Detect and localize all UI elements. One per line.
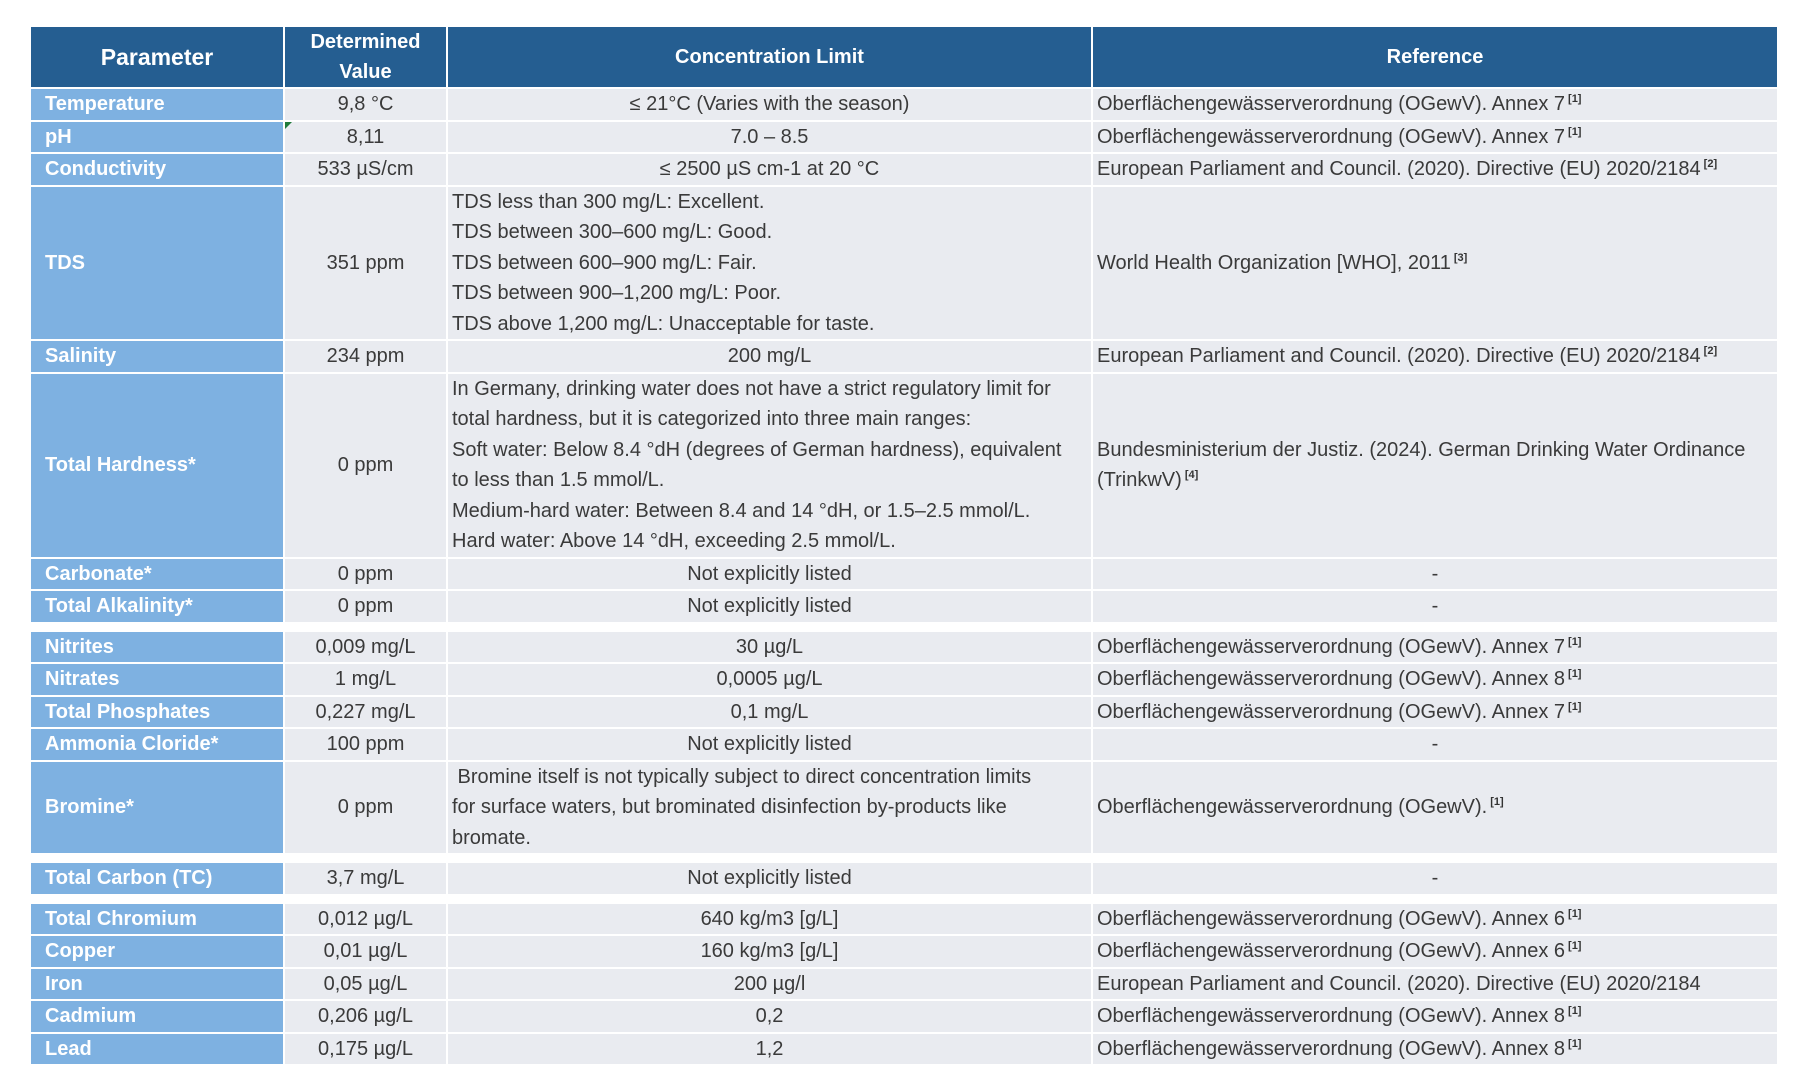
determined-value-cell — [284, 968, 447, 1001]
citation-marker: [4] — [1184, 469, 1199, 482]
table-row — [30, 935, 1778, 968]
determined-value: 100 ppm — [326, 733, 405, 755]
concentration-limit-cell — [447, 121, 1092, 154]
determined-value-cell — [284, 862, 447, 895]
concentration-limit-cell — [447, 373, 1092, 558]
section-spacer-cell — [30, 895, 1778, 903]
table-row — [30, 373, 1778, 558]
reference-text: - — [1431, 595, 1439, 617]
determined-value-cell — [284, 558, 447, 591]
determined-value: 0 ppm — [337, 796, 394, 818]
determined-value-cell — [284, 696, 447, 729]
table-row — [30, 340, 1778, 373]
parameter-name: Temperature — [45, 93, 165, 115]
reference-cell — [1092, 862, 1778, 895]
header-determined-value: Determined Value — [284, 26, 447, 88]
comment-indicator-icon — [285, 122, 292, 129]
reference-cell — [1092, 186, 1778, 341]
table-row — [30, 696, 1778, 729]
parameter-cell — [30, 935, 284, 968]
reference-text: Oberflächengewässerverordnung (OGewV). Annex 8 — [1097, 1005, 1566, 1027]
parameter-name: Nitrates — [45, 668, 120, 690]
concentration-limit-line: TDS less than 300 mg/L: Excellent. — [452, 190, 765, 213]
determined-value: 0 ppm — [337, 595, 394, 617]
parameter-cell — [30, 663, 284, 696]
concentration-limit-cell — [447, 340, 1092, 373]
parameter-name: Total Hardness* — [45, 453, 196, 476]
parameter-name: Nitrites — [45, 635, 114, 658]
parameter-name: Salinity — [45, 345, 117, 367]
concentration-limit-line: to less than 1.5 mmol/L. — [452, 469, 665, 491]
parameter-cell — [30, 373, 284, 558]
reference-cell — [1092, 903, 1778, 936]
parameter-cell — [30, 728, 284, 761]
citation-marker: [1] — [1490, 796, 1504, 809]
determined-value-cell — [284, 663, 447, 696]
reference-cell — [1092, 631, 1778, 664]
citation-marker: [3] — [1453, 251, 1468, 264]
concentration-limit-cell — [447, 935, 1092, 968]
concentration-limit-cell — [447, 631, 1092, 664]
reference-cell — [1092, 373, 1778, 558]
table-row — [30, 631, 1778, 664]
parameter-name: Total Phosphates — [45, 700, 211, 723]
concentration-limit-cell — [447, 761, 1092, 855]
determined-value-cell — [284, 903, 447, 936]
reference-text: European Parliament and Council. (2020). Directive (EU) 2020/2184 — [1097, 972, 1701, 995]
citation-marker: [1] — [1568, 907, 1582, 920]
parameter-cell — [30, 590, 284, 623]
citation-marker: [2] — [1703, 345, 1718, 358]
concentration-limit-line: 0,2 — [755, 1005, 784, 1027]
reference-text: Oberflächengewässerverordnung (OGewV). Annex 6 — [1097, 940, 1566, 962]
determined-value: 0,009 mg/L — [315, 635, 416, 658]
reference-text: Oberflächengewässerverordnung (OGewV). Annex 8 — [1097, 1037, 1566, 1060]
parameter-cell — [30, 631, 284, 664]
determined-value: 0,01 µg/L — [323, 940, 408, 962]
parameter-cell — [30, 696, 284, 729]
determined-value: 0 ppm — [337, 562, 394, 585]
reference-text: - — [1431, 733, 1439, 755]
parameter-cell — [30, 862, 284, 895]
reference-text: World Health Organization [WHO], 2011 — [1097, 251, 1451, 274]
determined-value-cell — [284, 728, 447, 761]
citation-marker: [1] — [1568, 940, 1582, 953]
section-spacer — [30, 623, 1778, 631]
concentration-limit-line: 0,0005 µg/L — [716, 668, 823, 690]
concentration-limit-cell — [447, 728, 1092, 761]
reference-cell — [1092, 728, 1778, 761]
citation-marker: [2] — [1703, 158, 1718, 171]
table-row — [30, 1033, 1778, 1066]
determined-value: 0,227 mg/L — [315, 700, 416, 723]
parameter-cell — [30, 88, 284, 121]
determined-value-cell — [284, 186, 447, 341]
concentration-limit-line: Medium-hard water: Between 8.4 and 14 °dH, or 1.5–2.5 mmol/L. — [452, 499, 1031, 522]
determined-value: 0,012 µg/L — [318, 907, 413, 930]
reference-cell — [1092, 1033, 1778, 1066]
header-parameter: Parameter — [30, 26, 284, 88]
concentration-limit-line: 640 kg/m3 [g/L] — [700, 907, 839, 930]
reference-cell — [1092, 121, 1778, 154]
concentration-limit-cell — [447, 1033, 1092, 1066]
parameter-cell — [30, 153, 284, 186]
concentration-limit-cell — [447, 153, 1092, 186]
section-spacer-cell — [30, 623, 1778, 631]
reference-cell — [1092, 935, 1778, 968]
table-row — [30, 968, 1778, 1001]
concentration-limit-line: 0,1 mg/L — [730, 700, 809, 723]
reference-text: Oberflächengewässerverordnung (OGewV). Annex 6 — [1097, 907, 1566, 930]
determined-value: 3,7 mg/L — [326, 867, 405, 889]
section-spacer — [30, 854, 1778, 862]
concentration-limit-cell — [447, 862, 1092, 895]
determined-value-cell — [284, 153, 447, 186]
concentration-limit-cell — [447, 558, 1092, 591]
parameter-cell — [30, 761, 284, 855]
parameter-cell — [30, 121, 284, 154]
concentration-limit-line: Bromine itself is not typically subject to direct concentration limits — [452, 765, 1032, 788]
table-row — [30, 590, 1778, 623]
parameter-name: TDS — [45, 251, 85, 274]
determined-value: 0,206 µg/L — [318, 1005, 413, 1027]
reference-cell — [1092, 968, 1778, 1001]
parameter-name: Total Chromium — [45, 907, 197, 930]
table-row — [30, 186, 1778, 341]
header-concentration-limit: Concentration Limit — [447, 26, 1092, 88]
table-header — [30, 26, 1778, 88]
determined-value-cell — [284, 121, 447, 154]
reference-cell — [1092, 696, 1778, 729]
concentration-limit-line: Not explicitly listed — [687, 562, 852, 585]
table-row — [30, 903, 1778, 936]
parameter-name: Iron — [45, 972, 83, 995]
concentration-limit-line: Hard water: Above 14 °dH, exceeding 2.5 mmol/L. — [452, 530, 896, 552]
determined-value: 533 µS/cm — [317, 158, 414, 180]
concentration-limit-cell — [447, 186, 1092, 341]
parameter-name: Bromine* — [45, 796, 134, 818]
section-spacer-cell — [30, 854, 1778, 862]
reference-cell — [1092, 340, 1778, 373]
determined-value-cell — [284, 935, 447, 968]
concentration-limit-line: Not explicitly listed — [687, 733, 852, 755]
concentration-limit-line: TDS between 600–900 mg/L: Fair. — [452, 251, 757, 274]
determined-value-cell — [284, 631, 447, 664]
parameter-cell — [30, 186, 284, 341]
reference-text: Bundesministerium der Justiz. (2024). German Drinking Water Ordinance — [1097, 438, 1746, 461]
determined-value-cell — [284, 1033, 447, 1066]
reference-cell — [1092, 590, 1778, 623]
table-row — [30, 862, 1778, 895]
concentration-limit-line: 7.0 – 8.5 — [730, 125, 809, 148]
concentration-limit-line: Soft water: Below 8.4 °dH (degrees of German hardness), equivalent — [452, 438, 1062, 461]
reference-cell — [1092, 761, 1778, 855]
reference-text: Oberflächengewässerverordnung (OGewV). Annex 7 — [1097, 635, 1566, 658]
reference-text: Oberflächengewässerverordnung (OGewV). Annex 8 — [1097, 668, 1566, 690]
determined-value-cell — [284, 88, 447, 121]
determined-value: 8,11 — [346, 125, 385, 148]
concentration-limit-line: TDS above 1,200 mg/L: Unacceptable for taste. — [452, 312, 875, 335]
concentration-limit-line: 160 kg/m3 [g/L] — [700, 940, 839, 962]
parameter-cell — [30, 1000, 284, 1033]
determined-value: 234 ppm — [326, 345, 405, 367]
determined-value: 0,175 µg/L — [318, 1037, 413, 1060]
concentration-limit-line: ≤ 2500 µS cm-1 at 20 °C — [659, 158, 880, 180]
parameter-cell — [30, 558, 284, 591]
header-reference: Reference — [1092, 26, 1778, 88]
determined-value: 0 ppm — [337, 453, 394, 476]
determined-value: 1 mg/L — [334, 668, 397, 690]
water-quality-table — [29, 25, 1779, 1066]
citation-marker: [1] — [1568, 93, 1582, 106]
concentration-limit-line: 1,2 — [755, 1037, 784, 1060]
table-row — [30, 88, 1778, 121]
table-row — [30, 558, 1778, 591]
concentration-limit-line: TDS between 300–600 mg/L: Good. — [452, 221, 773, 243]
citation-marker: [1] — [1568, 125, 1582, 138]
table-body — [30, 88, 1778, 1065]
reference-text: Oberflächengewässerverordnung (OGewV). Annex 7 — [1097, 93, 1566, 115]
concentration-limit-line: 200 µg/l — [733, 972, 806, 995]
determined-value: 0,05 µg/L — [323, 972, 408, 995]
concentration-limit-line: 200 mg/L — [727, 345, 812, 367]
parameter-cell — [30, 1033, 284, 1066]
parameter-cell — [30, 340, 284, 373]
parameter-name: Conductivity — [45, 158, 167, 180]
citation-marker: [1] — [1568, 1037, 1582, 1050]
determined-value: 9,8 °C — [337, 93, 394, 115]
section-spacer — [30, 895, 1778, 903]
concentration-limit-line: Not explicitly listed — [687, 867, 852, 889]
parameter-name: pH — [45, 125, 72, 148]
determined-value-cell — [284, 340, 447, 373]
reference-text: - — [1431, 867, 1439, 889]
reference-cell — [1092, 663, 1778, 696]
parameter-name: Copper — [45, 940, 115, 962]
determined-value-cell — [284, 761, 447, 855]
concentration-limit-line: for surface waters, but brominated disinfection by-products like — [452, 796, 1007, 818]
parameter-name: Cadmium — [45, 1005, 137, 1027]
determined-value: 351 ppm — [326, 251, 405, 274]
concentration-limit-cell — [447, 903, 1092, 936]
parameter-name: Lead — [45, 1037, 92, 1060]
concentration-limit-line: Not explicitly listed — [687, 595, 852, 617]
reference-text: (TrinkwV) — [1097, 469, 1182, 491]
table-row — [30, 121, 1778, 154]
parameter-cell — [30, 968, 284, 1001]
determined-value-cell — [284, 1000, 447, 1033]
parameter-name: Ammonia Cloride* — [45, 733, 219, 755]
concentration-limit-cell — [447, 590, 1092, 623]
citation-marker: [1] — [1568, 700, 1582, 713]
table-row — [30, 761, 1778, 855]
reference-cell — [1092, 153, 1778, 186]
determined-value-cell — [284, 590, 447, 623]
concentration-limit-line: TDS between 900–1,200 mg/L: Poor. — [452, 282, 782, 304]
determined-value-cell — [284, 373, 447, 558]
reference-text: - — [1431, 562, 1439, 585]
reference-cell — [1092, 1000, 1778, 1033]
reference-text: European Parliament and Council. (2020). Directive (EU) 2020/2184 — [1097, 345, 1701, 367]
table-row — [30, 1000, 1778, 1033]
citation-marker: [1] — [1568, 635, 1582, 648]
reference-text: Oberflächengewässerverordnung (OGewV). — [1097, 796, 1488, 818]
table-row — [30, 153, 1778, 186]
parameter-name: Carbonate* — [45, 562, 152, 585]
reference-text: Oberflächengewässerverordnung (OGewV). Annex 7 — [1097, 700, 1566, 723]
concentration-limit-line: In Germany, drinking water does not have a strict regulatory limit for — [452, 377, 1051, 400]
table-row — [30, 663, 1778, 696]
parameter-name: Total Alkalinity* — [45, 595, 193, 617]
concentration-limit-line: bromate. — [452, 826, 531, 849]
citation-marker: [1] — [1568, 668, 1582, 681]
concentration-limit-line: total hardness, but it is categorized into three main ranges: — [452, 408, 972, 430]
water-quality-table-container — [29, 25, 1777, 1066]
concentration-limit-cell — [447, 663, 1092, 696]
parameter-cell — [30, 903, 284, 936]
concentration-limit-cell — [447, 1000, 1092, 1033]
concentration-limit-line: ≤ 21°C (Varies with the season) — [629, 93, 910, 115]
reference-cell — [1092, 558, 1778, 591]
parameter-name: Total Carbon (TC) — [45, 867, 213, 889]
table-row — [30, 728, 1778, 761]
reference-text: European Parliament and Council. (2020). Directive (EU) 2020/2184 — [1097, 158, 1701, 180]
concentration-limit-line: 30 µg/L — [735, 635, 804, 658]
citation-marker: [1] — [1568, 1005, 1582, 1018]
concentration-limit-cell — [447, 88, 1092, 121]
concentration-limit-cell — [447, 696, 1092, 729]
reference-cell — [1092, 88, 1778, 121]
reference-text: Oberflächengewässerverordnung (OGewV). Annex 7 — [1097, 125, 1566, 148]
concentration-limit-cell — [447, 968, 1092, 1001]
